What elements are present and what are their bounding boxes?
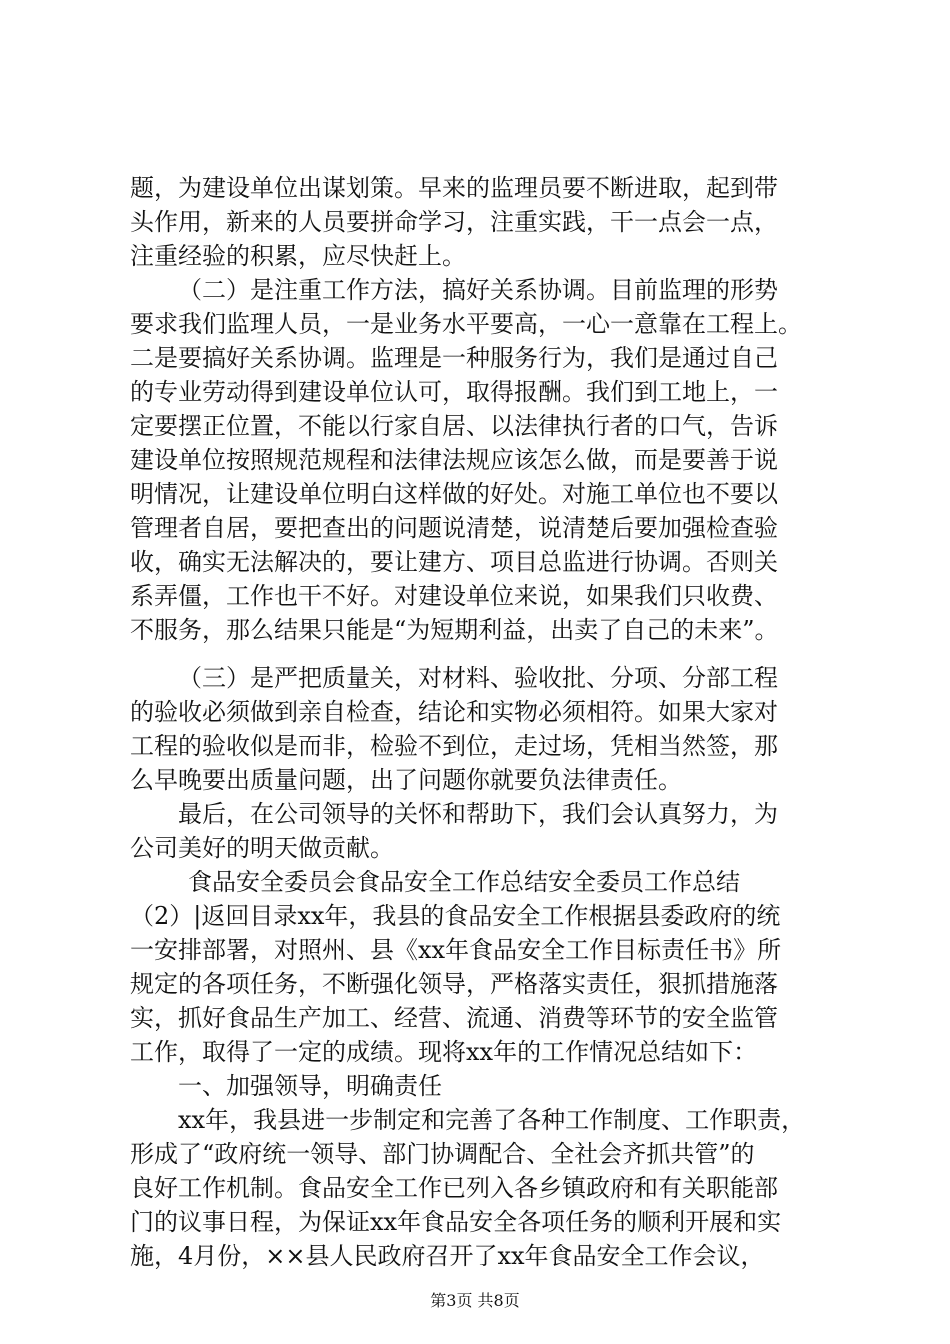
text-line: 公司美好的明天做贡献。 [130,834,394,862]
text-line: 建设单位按照规范规程和法律法规应该怎么做，而是要善于说 [130,446,778,474]
text-line: 要求我们监理人员，一是业务水平要高，一心一意靠在工程上。 [130,310,802,338]
text-line: 么早晚要出质量问题，出了问题你就要负法律责任。 [130,766,682,794]
text-line: 的验收必须做到亲自检查，结论和实物必须相符。如果大家对 [130,698,778,726]
text-line: 注重经验的积累，应尽快赶上。 [130,242,466,270]
text-line: 管理者自居，要把查出的问题说清楚，说清楚后要加强检查验 [130,514,778,542]
text-line: 系弄僵，工作也干不好。对建设单位来说，如果我们只收费、 [130,582,778,610]
text-line: （二）是注重工作方法，搞好关系协调。目前监理的形势 [178,276,778,304]
text-line: 头作用，新来的人员要拼命学习，注重实践，干一点会一点， [130,208,778,236]
text-line: （三）是严把质量关，对材料、验收批、分项、分部工程 [178,664,778,692]
text-line: 题，为建设单位出谋划策。早来的监理员要不断进取，起到带 [130,174,778,202]
page-footer: 第3页 共8页 [430,1291,520,1310]
text-line: 不服务，那么结果只能是“为短期利益，出卖了自己的未来”。 [130,616,779,644]
section-heading: 食品安全委员会食品安全工作总结安全委员工作总结 [188,868,740,896]
text-line: （2）|返回目录xx年，我县的食品安全工作根据县委政府的统 [130,902,781,930]
text-line: 定要摆正位置，不能以行家自居、以法律执行者的口气，告诉 [130,412,778,440]
text-line: 收，确实无法解决的，要让建方、项目总监进行协调。否则关 [130,548,778,576]
text-line: 形成了“政府统一领导、部门协调配合、全社会齐抓共管”的 [130,1140,755,1168]
text-line: 门的议事日程，为保证xx年食品安全各项任务的顺利开展和实 [130,1208,782,1236]
text-line: xx年，我县进一步制定和完善了各种工作制度、工作职责， [178,1106,806,1134]
text-line: 工作，取得了一定的成绩。现将xx年的工作情况总结如下： [130,1038,758,1066]
text-line: 良好工作机制。食品安全工作已列入各乡镇政府和有关职能部 [130,1174,778,1202]
text-line: 一安排部署，对照州、县《xx年食品安全工作目标责任书》所 [130,936,782,964]
text-line: 最后，在公司领导的关怀和帮助下，我们会认真努力，为 [178,800,778,828]
text-line: 的专业劳动得到建设单位认可，取得报酬。我们到工地上，一 [130,378,778,406]
text-line: 二是要搞好关系协调。监理是一种服务行为，我们是通过自己 [130,344,778,372]
text-line: 施，4月份，××县人民政府召开了xx年食品安全工作会议， [130,1242,765,1270]
text-line: 工程的验收似是而非，检验不到位，走过场，凭相当然签，那 [130,732,778,760]
text-line: 规定的各项任务，不断强化领导，严格落实责任，狠抓措施落 [130,970,778,998]
text-line: 实，抓好食品生产加工、经营、流通、消费等环节的安全监管 [130,1004,778,1032]
text-line: 明情况，让建设单位明白这样做的好处。对施工单位也不要以 [130,480,778,508]
section-heading: 一、加强领导，明确责任 [178,1072,442,1100]
